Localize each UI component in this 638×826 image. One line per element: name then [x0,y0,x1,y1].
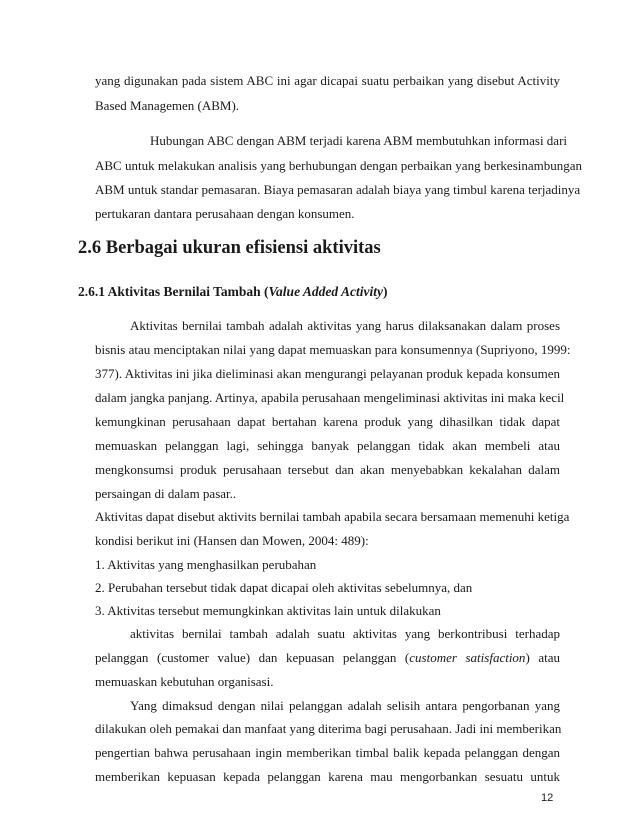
text-line: 377). Aktivitas ini jika dieliminasi akan mengurangi pelayanan produk kepada konsumen [95,366,560,381]
text-line: dalam jangka panjang. Artinya, apabila perusahaan mengeliminasi aktivitas ini maka kecil [95,390,565,405]
text-line: persaingan di dalam pasar.. [95,486,237,501]
list-item: 2. Perubahan tersebut tidak dapat dicapai oleh aktivitas sebelumnya, dan [95,580,473,595]
text-line-italic-mixed [95,650,560,666]
section-heading-2-6: 2.6 Berbagai ukuran efisiensi aktivitas [78,238,381,258]
text-line: memuaskan pelanggan lagi, sehingga banyak pelanggan tidak akan membeli atau [95,438,560,453]
subsection-heading-suffix: ) [383,284,388,299]
text-line: dilakukan oleh pemakai dan manfaat yang diterima bagi perusahaan. Jadi ini memberikan [95,721,562,736]
text-line: aktivitas bernilai tambah adalah suatu aktivitas yang berkontribusi terhadap [130,626,560,641]
text-line: yang digunakan pada sistem ABC ini agar dicapai suatu perbaikan yang disebut Activity [95,73,560,88]
text-line: Aktivitas bernilai tambah adalah aktivitas yang harus dilaksanakan dalam proses [130,318,560,333]
text-line: mengkonsumsi produk perusahaan tersebut dan akan menyebabkan kekalahan dalam [95,462,560,477]
text-line: pengertian bahwa perusahaan ingin memberikan timbal balik kepada pelanggan dengan [95,745,560,760]
subsection-heading-2-6-1 [78,284,388,300]
subsection-heading-italic: Value Added Activity [268,284,384,299]
text-line: memberikan kepuasan kepada pelanggan karena mau mengorbankan sesuatu untuk [95,769,560,784]
text-line: Yang dimaksud dengan nilai pelanggan adalah selisih antara pengorbanan yang [130,698,560,713]
text-line: Hubungan ABC dengan ABM terjadi karena ABM membutuhkan informasi dari [150,133,568,148]
text-line: ABC untuk melakukan analisis yang berhubungan dengan perbaikan yang berkesinambungan [95,158,583,173]
text-line: kemungkinan perusahaan dapat bertahan karena produk yang dihasilkan tidak dapat [95,414,560,429]
list-item: 3. Aktivitas tersebut memungkinkan aktivitas lain untuk dilakukan [95,603,441,618]
text-line: kondisi berikut ini (Hansen dan Mowen, 2004: 489): [95,533,369,548]
text-line: ABM untuk standar pemasaran. Biaya pemasaran adalah biaya yang timbul karena terjadinya [95,182,581,197]
text-line: memuaskan kebutuhan organisasi. [95,674,274,689]
text-line: bisnis atau menciptakan nilai yang dapat memuaskan para konsumennya (Supriyono, 1999: [95,342,571,357]
text-segment: ) atau [525,650,560,665]
text-line: pertukaran dantara perusahaan dengan konsumen. [95,206,355,221]
list-item: 1. Aktivitas yang menghasilkan perubahan [95,557,317,572]
page-number: 12 [541,792,554,804]
text-line: Aktivitas dapat disebut aktivits bernilai tambah apabila secara bersamaan memenuhi ketiga [95,509,570,524]
text-line: Based Managemen (ABM). [95,98,240,113]
italic-term: customer satisfaction [409,650,526,665]
subsection-heading-prefix: 2.6.1 Aktivitas Bernilai Tambah ( [78,284,269,299]
text-segment: pelanggan (customer value) dan kepuasan pelanggan ( [95,650,410,665]
